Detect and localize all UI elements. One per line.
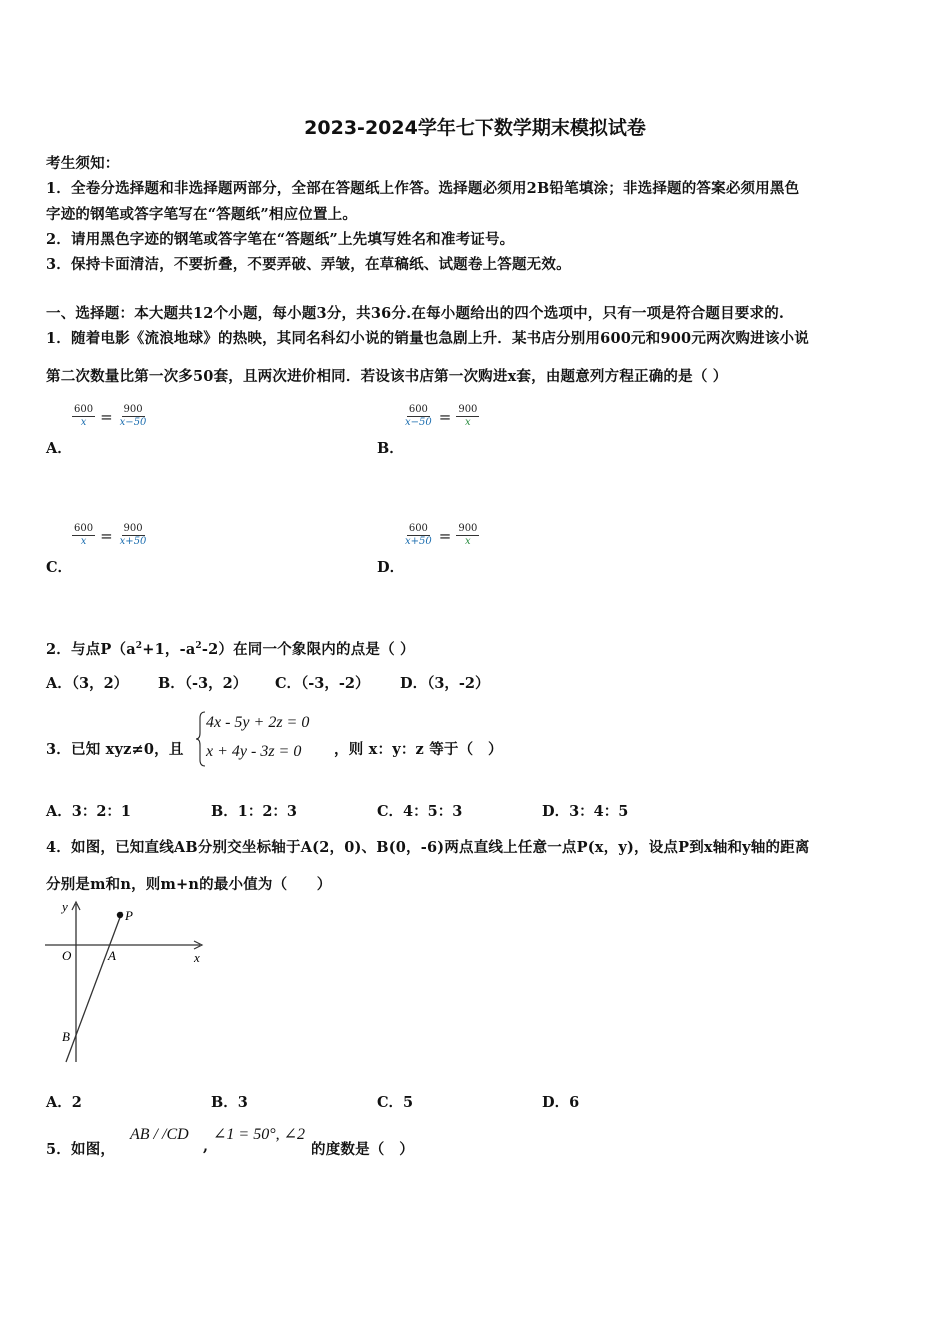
fraction-denominator: x xyxy=(80,536,87,547)
question-4-line-2: 分别是m和n，则m+n的最小值为（ ） xyxy=(46,876,332,893)
fraction-denominator: x−50 xyxy=(119,417,147,428)
angle-expression: ∠1 = 50°, ∠2 xyxy=(213,1126,306,1143)
y-axis-label: y xyxy=(62,899,68,914)
point-a-label: A xyxy=(108,948,116,963)
question-3-stem-post: ，则 x：y：z 等于（ ） xyxy=(334,741,503,758)
question-4-line-1: 4．如图，已知直线AB分别交坐标轴于A(2，0)、B(0，-6)两点直线上任意一点P(x，y)，设点P到x轴和y轴的距离 xyxy=(46,839,810,856)
q1-option-d-equation xyxy=(403,523,479,548)
section-heading: 一、选择题：本大题共12个小题，每小题3分，共36分.在每小题给出的四个选项中，只有一项是符合题目要求的. xyxy=(46,305,785,322)
origin-label: O xyxy=(62,948,72,963)
question-3-stem-pre: 3．已知 xyz≠0，且 xyxy=(46,741,184,758)
q4-option-a: A．2 xyxy=(46,1094,82,1111)
q1-option-b-equation xyxy=(403,404,479,429)
q1-option-c-equation xyxy=(72,523,148,548)
question-1-line-1: 1．随着电影《流浪地球》的热映，其同名科幻小说的销量也急剧上升．某书店分别用600元和900元两次购进该小说 xyxy=(46,330,809,347)
brace-icon xyxy=(196,711,206,767)
parallel-expression: AB / /CD xyxy=(130,1126,189,1143)
question-5-comma: , xyxy=(203,1138,209,1155)
q3-option-b: B．1：2：3 xyxy=(211,803,298,820)
fraction-numerator: 600 xyxy=(74,523,94,534)
point-p-label: P xyxy=(125,908,133,923)
q1-option-a-equation xyxy=(72,404,148,429)
fraction-numerator: 900 xyxy=(458,404,478,415)
q1-option-c-label: C． xyxy=(46,559,73,576)
question-1-line-2: 第二次数量比第一次多50套，且两次进价相同．若设该书店第一次购进x套，由题意列方程正确的是（ ） xyxy=(46,368,728,385)
q2-option-d: D．（3，-2） xyxy=(400,675,490,692)
q2-option-a: A．（3，2） xyxy=(46,675,129,692)
equation-1: 4x - 5y + 2z = 0 xyxy=(206,714,310,731)
notice-item-1-line-2: 字迹的钢笔或答字笔写在“答题纸”相应位置上。 xyxy=(46,206,358,223)
notice-item-3: 3．保持卡面清洁，不要折叠，不要弄破、弄皱，在草稿纸、试题卷上答题无效。 xyxy=(46,256,571,273)
q4-option-c: C．5 xyxy=(377,1094,414,1111)
fraction-numerator: 900 xyxy=(123,523,143,534)
fraction-denominator: x+50 xyxy=(119,536,147,547)
fraction-numerator: 900 xyxy=(123,404,143,415)
q1-option-d-label: D． xyxy=(377,559,405,576)
equation-system xyxy=(206,708,309,766)
notice-item-2: 2．请用黑色字迹的钢笔或答字笔在“答题纸”上先填写姓名和准考证号。 xyxy=(46,231,515,248)
equals-sign: = xyxy=(438,526,452,545)
coordinate-figure xyxy=(40,896,212,1068)
q3-option-d: D．3：4：5 xyxy=(542,803,629,820)
question-5-pre: 5．如图， xyxy=(46,1141,116,1158)
q1-option-a-label: A． xyxy=(46,440,72,457)
notice-item-1-line-1: 1．全卷分选择题和非选择题两部分，全部在答题纸上作答。选择题必须用2B铅笔填涂；非选择题的答案必须用黑色 xyxy=(46,180,800,197)
equation-2: x + 4y - 3z = 0 xyxy=(206,743,302,760)
x-axis-label: x xyxy=(194,950,200,965)
q3-option-a: A．3：2：1 xyxy=(46,803,132,820)
fraction-denominator: x+50 xyxy=(405,536,432,547)
equals-sign: = xyxy=(100,407,113,426)
fraction-numerator: 600 xyxy=(74,404,94,415)
fraction-denominator: x xyxy=(465,417,471,428)
fraction-denominator: x−50 xyxy=(405,417,432,428)
q4-option-d: D．6 xyxy=(542,1094,580,1111)
fraction-numerator: 900 xyxy=(458,523,478,534)
point-p xyxy=(117,912,123,918)
point-b-label: B xyxy=(62,1029,70,1044)
q2-option-c: C．（-3，-2） xyxy=(275,675,370,692)
q3-option-c: C．4：5：3 xyxy=(377,803,463,820)
page-title: 2023-2024学年七下数学期末模拟试卷 xyxy=(304,117,646,139)
q2-option-b: B．（-3，2） xyxy=(158,675,248,692)
notice-heading: 考生须知： xyxy=(46,155,120,172)
q4-option-b: B．3 xyxy=(211,1094,248,1111)
fraction-numerator: 600 xyxy=(408,404,428,415)
q1-option-b-label: B． xyxy=(377,440,404,457)
fraction-denominator: x xyxy=(80,417,87,428)
equals-sign: = xyxy=(438,407,452,426)
fraction-denominator: x xyxy=(465,536,471,547)
question-2-stem: 2．与点$P(a^2+1$，$-a^2-2$）在同一个象限内的点是（ ） xyxy=(46,641,415,658)
fraction-numerator: 600 xyxy=(408,523,428,534)
line-ab xyxy=(66,912,122,1062)
equals-sign: = xyxy=(100,526,113,545)
question-5-post: 的度数是（ ） xyxy=(311,1141,414,1158)
